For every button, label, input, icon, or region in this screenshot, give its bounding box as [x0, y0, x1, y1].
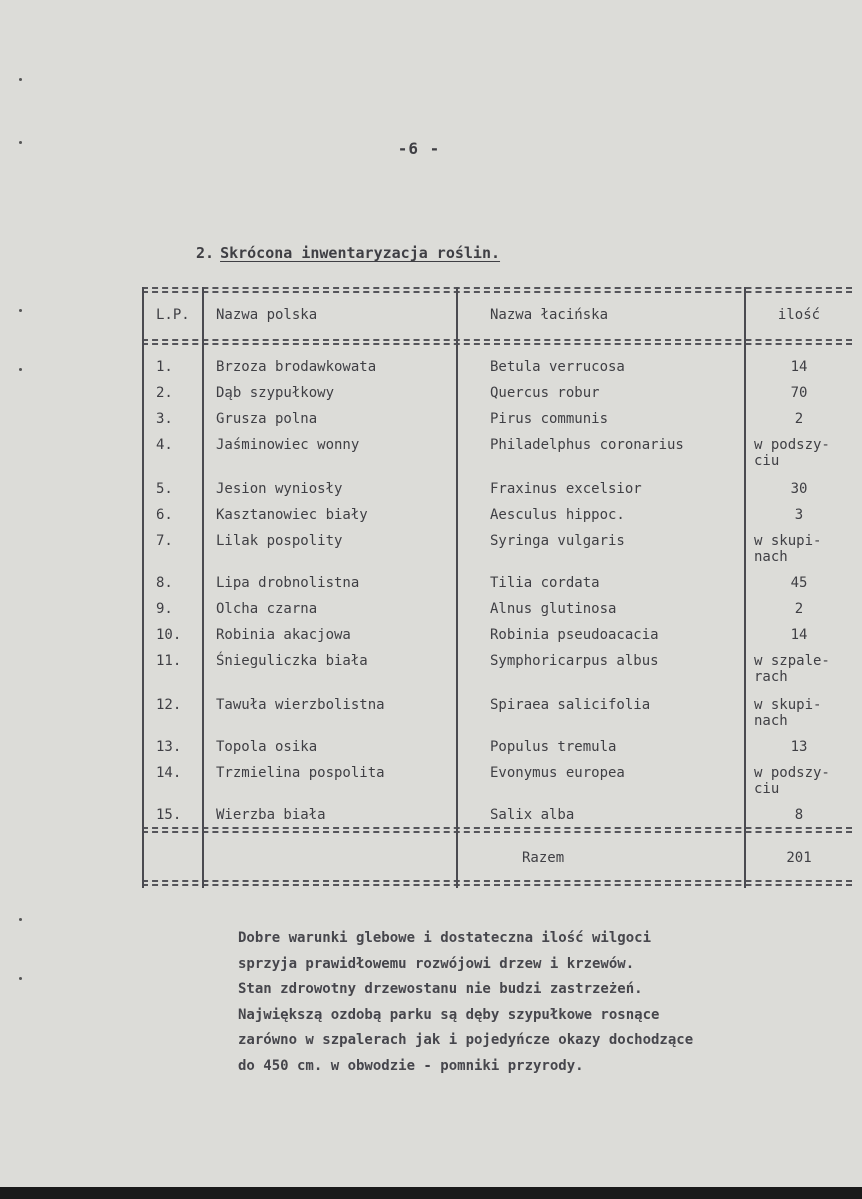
- table-row-lp: 12.: [156, 697, 182, 713]
- table-row-polish: Tawuła wierzbolistna: [216, 697, 385, 713]
- plant-inventory-table: [142, 287, 852, 888]
- summary-paragraph: [238, 926, 838, 1080]
- punch-mark: [19, 977, 22, 980]
- punch-mark: [19, 368, 22, 371]
- table-row-qty: w skupi- nach: [754, 697, 822, 729]
- table-row-polish: Lilak pospolity: [216, 533, 343, 549]
- header-latin-name: Nazwa łacińska: [490, 307, 609, 323]
- section-title-text: Skrócona inwentaryzacja roślin.: [220, 244, 501, 262]
- paragraph-line: sprzyja prawidłowemu rozwójowi drzew i krzewów.: [238, 955, 635, 972]
- table-row-polish: Grusza polna: [216, 411, 318, 427]
- table-row-qty: 70: [790, 385, 808, 401]
- table-row-qty: 2: [794, 601, 804, 617]
- table-row-polish: Brzoza brodawkowata: [216, 359, 377, 375]
- table-row-lp: 2.: [156, 385, 173, 401]
- total-label: Razem: [522, 850, 565, 866]
- table-row-latin: Betula verrucosa: [490, 359, 625, 375]
- table-row-lp: 11.: [156, 653, 182, 669]
- table-row-polish: Topola osika: [216, 739, 318, 755]
- paragraph-line: Stan zdrowotny drzewostanu nie budzi zastrzeżeń.: [238, 981, 643, 998]
- table-row-latin: Syringa vulgaris: [490, 533, 625, 549]
- table-row-lp: 14.: [156, 765, 182, 781]
- paragraph-line: Największą ozdobą parku są dęby szypułkowe rosnące: [238, 1006, 660, 1023]
- punch-mark: [19, 918, 22, 921]
- paragraph-line: zarówno w szpalerach jak i pojedyńcze okazy dochodzące: [238, 1032, 694, 1049]
- header-lp: L.P.: [156, 307, 190, 323]
- section-title: [196, 244, 500, 262]
- table-row-latin: Robinia pseudoacacia: [490, 627, 659, 643]
- table-row-latin: Aesculus hippoc.: [490, 507, 625, 523]
- table-row-lp: 4.: [156, 437, 173, 453]
- table-row-latin: Quercus robur: [490, 385, 600, 401]
- punch-mark: [19, 309, 22, 312]
- table-row-lp: 3.: [156, 411, 173, 427]
- table-row-polish: Jaśminowiec wonny: [216, 437, 360, 453]
- table-row-lp: 9.: [156, 601, 173, 617]
- table-row-lp: 5.: [156, 481, 173, 497]
- table-row-qty: 14: [790, 627, 808, 643]
- table-row-qty: w podszy- ciu: [754, 765, 830, 797]
- table-row-polish: Robinia akacjowa: [216, 627, 351, 643]
- table-row-polish: Wierzba biała: [216, 807, 326, 823]
- punch-mark: [19, 78, 22, 81]
- total-quantity: 201: [786, 850, 812, 866]
- section-number: 2.: [196, 244, 215, 262]
- table-row-latin: Tilia cordata: [490, 575, 600, 591]
- header-polish-name: Nazwa polska: [216, 307, 318, 323]
- table-row-latin: Symphoricarpus albus: [490, 653, 659, 669]
- table-row-lp: 7.: [156, 533, 173, 549]
- column-divider: [744, 287, 746, 888]
- table-row-lp: 1.: [156, 359, 173, 375]
- table-row-latin: Evonymus europea: [490, 765, 625, 781]
- table-border-left: [142, 287, 144, 888]
- table-row-latin: Philadelphus coronarius: [490, 437, 684, 453]
- table-row-qty: w podszy- ciu: [754, 437, 830, 469]
- table-row-qty: 14: [790, 359, 808, 375]
- scan-bottom-edge: [0, 1187, 862, 1199]
- table-row-lp: 8.: [156, 575, 173, 591]
- table-row-latin: Populus tremula: [490, 739, 617, 755]
- table-row-lp: 10.: [156, 627, 182, 643]
- table-row-latin: Pirus communis: [490, 411, 609, 427]
- table-row-polish: Dąb szypułkowy: [216, 385, 335, 401]
- table-row-polish: Jesion wyniosły: [216, 481, 343, 497]
- table-row-qty: 2: [794, 411, 804, 427]
- table-row-latin: Alnus glutinosa: [490, 601, 617, 617]
- table-row-qty: 3: [794, 507, 804, 523]
- column-divider: [456, 287, 458, 888]
- table-row-lp: 6.: [156, 507, 173, 523]
- table-row-polish: Śnieguliczka biała: [216, 653, 368, 669]
- table-row-lp: 13.: [156, 739, 182, 755]
- paragraph-line: do 450 cm. w obwodzie - pomniki przyrody.: [238, 1057, 584, 1074]
- table-row-polish: Kasztanowiec biały: [216, 507, 368, 523]
- table-row-qty: 45: [790, 575, 808, 591]
- header-quantity: ilość: [777, 307, 821, 323]
- table-row-lp: 15.: [156, 807, 182, 823]
- table-row-latin: Spiraea salicifolia: [490, 697, 651, 713]
- table-row-qty: 30: [790, 481, 808, 497]
- table-row-polish: Trzmielina pospolita: [216, 765, 385, 781]
- table-row-polish: Lipa drobnolistna: [216, 575, 360, 591]
- table-row-qty: 8: [794, 807, 804, 823]
- table-row-latin: Fraxinus excelsior: [490, 481, 642, 497]
- table-row-polish: Olcha czarna: [216, 601, 318, 617]
- table-row-qty: 13: [790, 739, 808, 755]
- paragraph-line: Dobre warunki glebowe i dostateczna ilość wilgoci: [238, 930, 652, 946]
- table-row-qty: w szpale- rach: [754, 653, 830, 685]
- page-number: -6 -: [397, 139, 441, 158]
- table-row-latin: Salix alba: [490, 807, 575, 823]
- table-row-qty: w skupi- nach: [754, 533, 822, 565]
